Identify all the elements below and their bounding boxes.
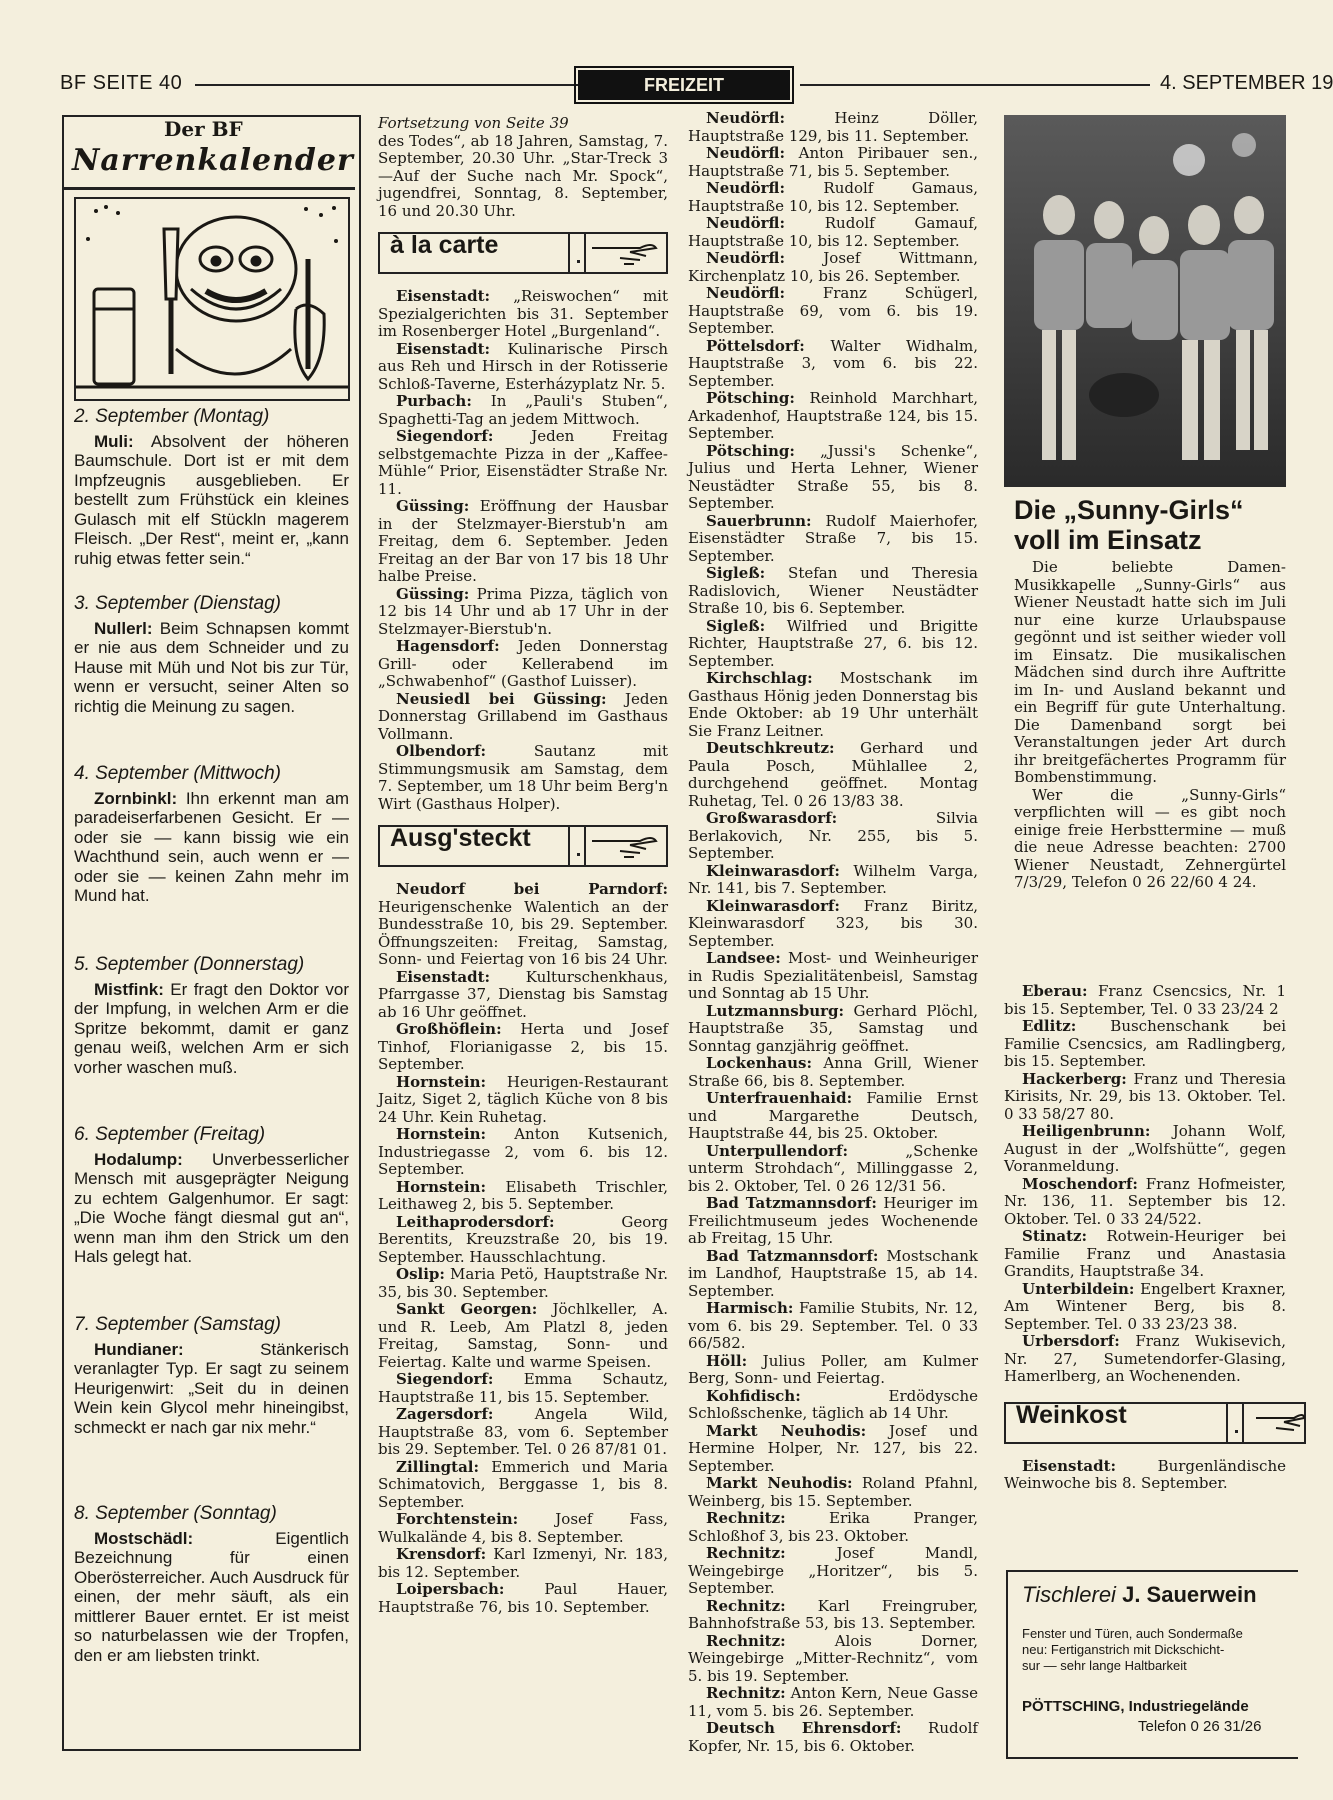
diary-day: 8. September (Sonntag) — [74, 1503, 277, 1524]
diary-day: 7. September (Samstag) — [74, 1314, 281, 1335]
diary-day: 5. September (Donnerstag) — [74, 954, 305, 975]
listing-text: Wilhelm Varga, Nr. 141, bis 7. September. — [688, 861, 978, 897]
listing-place: Pötsching: — [706, 389, 795, 407]
listing-entry — [688, 215, 978, 250]
diary-entry-3 — [74, 764, 349, 906]
listing-place: Neudörfl: — [706, 249, 785, 267]
listing-text: Heurigen-Restaurant Jaitz, Siget 2, täglich Küche von 8 bis 24 Uhr. Kein Ruhetag. — [378, 1072, 668, 1126]
listing-place: Siegendorf: — [396, 427, 494, 445]
pointing-hand-icon — [590, 831, 660, 861]
listing-place: Rechnitz: — [706, 1684, 786, 1702]
listing-entry — [688, 285, 978, 338]
diary-name: Nullerl: — [94, 618, 153, 638]
listing-place: Neudörfl: — [706, 109, 785, 127]
listing-entry — [688, 1423, 978, 1476]
listing-text: Anton Kern, Neue Gasse 11, vom 5. bis 26. September. — [688, 1684, 978, 1720]
diary-entry-6 — [74, 1315, 349, 1437]
heading-divider — [568, 827, 586, 865]
listing-text: Heurigenschenke Walentich an der Bundesstraße 10, bis 29. September. Öffnungszeiten: Freitag, Samstag, Sonn- und Feiertag von 16 bis 24 Uhr. — [378, 897, 668, 968]
ad-description — [1022, 1626, 1243, 1674]
listing-place: Kohfidisch: — [706, 1386, 801, 1405]
heading-divider — [568, 234, 586, 272]
listing-entry — [378, 1214, 668, 1267]
listing-entry — [378, 1179, 668, 1214]
ad-line-2: neu: Fertiganstrich mit Dickschicht- — [1022, 1642, 1225, 1657]
listing-entry — [688, 110, 978, 145]
diary-entry-4 — [74, 955, 349, 1077]
listing-entry — [378, 1581, 668, 1616]
listing-text: Rudolf Maierhofer, Eisenstädter Straße 7, bis 15. September. — [688, 511, 978, 565]
listing-text: Franz Schügerl, Hauptstraße 69, vom 6. bis 19. September. — [688, 284, 978, 337]
ad-phone: Telefon 0 26 31/26 — [1138, 1718, 1262, 1735]
listing-entry — [688, 1055, 978, 1090]
cartoon-illustration — [74, 197, 350, 401]
listing-entry — [688, 513, 978, 566]
listing-text: Mostschank im Gasthaus Hönig jeden Donnerstag bis Ende Oktober: ab 19 Uhr unterhält Sie Franz Leitner. — [688, 669, 978, 740]
alacarte-title: à la carte — [390, 231, 499, 259]
diary-day: 4. September (Mittwoch) — [74, 763, 281, 784]
listing-text: Heuriger im Freilichtmuseum jedes Wochenende ab Freitag, 15 Uhr. — [688, 1194, 978, 1247]
header-rule-left — [195, 84, 640, 86]
listing-entry — [378, 498, 668, 586]
listing-text: Anna Grill, Wiener Straße 66, bis 8. September. — [688, 1054, 978, 1090]
ad-line-3: sur — sehr lange Haltbarkeit — [1022, 1658, 1187, 1673]
listing-place: Lutzmannsburg: — [706, 1001, 845, 1020]
listing-place: Krensdorf: — [396, 1545, 487, 1563]
listing-place: Eisenstadt: — [396, 339, 491, 358]
intro-text: des Todes“, ab 18 Jahren, Samstag, 7. September, 20.30 Uhr. „Star-Treck 3 —Auf der Suche nach Mr. Spock“, jugendfrei, Sonntag, 8. September, 16 und 20.30 Uhr. — [378, 131, 668, 220]
diary-text: Ihn erkennt man am paradeiserfarbenen Gesicht. Er — oder sie — kann bissig wie ein Wachthund sein, auch wenn er — oder sie — keinen Zahn mehr im Mund hat. — [74, 788, 349, 905]
listing-entry — [378, 428, 668, 498]
listing-text: Familie Ernst und Margarethe Deutsch, Hauptstraße 44, bis 25. Oktober. — [688, 1089, 978, 1142]
article-paragraph-1: Die beliebte Damen-Musikkapelle „Sunny-Girls“ aus Wiener Neustadt hatte sich im Juli nur eine kurze Urlaubspause gegönnt und ist seither wieder voll im Einsatz. Die musikalischen Mädchen sind durch ihre Auftritte im In- und Ausland bekannt und ein Begriff für gute Unterhaltung. Die Damenband sorgt bei Veranstaltungen jeder Art durch ihr breitgefächertes Programm für Bombenstimmung. — [1014, 558, 1286, 786]
sunny-girls-article — [1004, 495, 1286, 892]
listing-text: Karl Freingruber, Bahnhofstraße 53, bis 13. September. — [688, 1596, 978, 1632]
listing-place: Moschendorf: — [1022, 1174, 1138, 1193]
listing-entry — [1004, 1281, 1286, 1334]
pointing-hand-icon — [1254, 1408, 1304, 1438]
listing-entry — [1004, 1071, 1286, 1124]
listing-place: Deutschkreutz: — [706, 739, 835, 757]
listing-text: Stefan und Theresia Radislovich, Wiener Neustädter Straße 10, bis 6. September. — [688, 564, 978, 617]
listing-place: Neusiedl bei Güssing: — [396, 689, 607, 708]
listing-entry — [688, 740, 978, 810]
listing-place: Höll: — [706, 1351, 748, 1370]
listing-place: Großhöflein: — [396, 1020, 502, 1038]
listing-place: Markt Neuhodis: — [706, 1474, 853, 1492]
listing-text: Karl Izmenyi, Nr. 183, bis 12. September. — [378, 1545, 668, 1581]
listing-place: Neudorf bei Parndorf: — [396, 880, 668, 898]
listing-place: Forchtenstein: — [396, 1510, 519, 1528]
listing-text: Franz Csencsics, Nr. 1 bis 15. September, Tel. 0 33 23/24 2 — [1004, 982, 1286, 1018]
listing-entry — [688, 1003, 978, 1056]
listing-place: Kleinwarasdorf: — [706, 861, 840, 880]
listing-text: Paul Hauer, Hauptstraße 76, bis 10. September. — [378, 1580, 668, 1616]
listing-entry — [378, 881, 668, 969]
article-paragraph-2: Wer die „Sunny-Girls“ verpflichten will — es gibt noch einige freie Herbsttermine — muß die neue Adresse beachten: 2700 Wiener Neustadt, Zehnergürtel 7/3/29, Telefon 0 26 22/60 4 24. — [1014, 785, 1286, 891]
listing-place: Eisenstadt: — [1022, 1456, 1117, 1475]
diary-day: 2. September (Montag) — [74, 406, 270, 427]
listing-entry — [378, 393, 668, 428]
ad-company — [1022, 1582, 1257, 1608]
listing-text: Kulinarische Pirsch aus Reh und Hirsch in der Rotisserie Schloß-Taverne, Esterházyplatz Nr. 5. — [378, 339, 668, 393]
ausgsteckt-list — [378, 881, 668, 1616]
page-number: BF SEITE 40 — [60, 72, 183, 94]
listing-entry — [688, 618, 978, 671]
listing-text: Silvia Berlakovich, Nr. 255, bis 5. September. — [688, 809, 978, 862]
narrenkalender-masthead — [64, 117, 355, 190]
diary-text: Beim Schnapsen kommt er nie aus dem Schneider und zu Hause mit Müh und Not bis zur Tür, wenn er versucht, seiner Alten so richtig die Meinung zu sagen. — [74, 618, 349, 716]
listing-text: Franz Wukisevich, Nr. 27, Sumetendorfer-Glasing, Hamerlberg, an Wochenenden. — [1004, 1332, 1286, 1385]
listing-text: Julius Poller, am Kulmer Berg, Sonn- und Feiertag. — [688, 1351, 978, 1387]
alacarte-list — [378, 288, 668, 813]
diary-entry-7 — [74, 1504, 349, 1665]
listing-text: Jeden Donnerstag Grill- oder Kellerabend im „Schwabenhof“ (Gasthof Luisser). — [378, 637, 668, 690]
listing-text: Gerhard Plöchl, Hauptstraße 35, Samstag und Sonntag ganzjährig geöffnet. — [688, 1001, 978, 1055]
listing-place: Siegendorf: — [396, 1370, 494, 1388]
listing-entry — [688, 1388, 978, 1423]
listing-entry — [688, 390, 978, 443]
listing-entry — [688, 863, 978, 898]
diary-day: 6. September (Freitag) — [74, 1124, 266, 1145]
listing-text: „Schenke unterm Strohdach“, Millinggasse 2, bis 2. Oktober, Tel. 0 26 12/31 56. — [688, 1141, 978, 1195]
listing-text: Sautanz mit Stimmungsmusik am Samstag, dem 7. September, um 18 Uhr beim Berg'n Wirt (Gasthaus Holper). — [378, 742, 668, 813]
listing-text: Erdödysche Schloßschenke, täglich ab 14 Uhr. — [688, 1386, 978, 1422]
ausgsteckt-title: Ausg'steckt — [390, 824, 531, 852]
listing-entry — [378, 1301, 668, 1371]
column-3 — [688, 110, 978, 1755]
listing-place: Großwarasdorf: — [706, 809, 838, 827]
listing-entry — [688, 1195, 978, 1248]
listing-entry — [378, 1406, 668, 1459]
narrenkalender-box — [62, 115, 361, 1751]
listing-text: Alois Dorner, Weingebirge „Mitter-Rechnitz“, vom 5. bis 19. September. — [688, 1631, 978, 1685]
listing-entry — [688, 1353, 978, 1388]
diary-name: Zornbinkl: — [94, 788, 178, 808]
listing-text: Most- und Weinheuriger in Rudis Spezialitätenbeisl, Samstag und Sonntag ab 15 Uhr. — [688, 949, 978, 1002]
listing-entry — [378, 1546, 668, 1581]
headline-line-2: voll im Einsatz — [1014, 525, 1202, 555]
listing-entry — [688, 1248, 978, 1301]
column-4-listings — [1004, 983, 1286, 1493]
weinkost-heading — [1004, 1402, 1306, 1444]
listing-entry — [378, 638, 668, 691]
diary-name: Muli: — [94, 431, 134, 451]
listing-entry — [688, 1475, 978, 1510]
diary-text: Er fragt den Doktor vor der Impfung, in welchen Arm er die Spritze bekommt, damit er ganz genau weiß, welchen Arm er sich vorher waschen muß. — [74, 979, 349, 1077]
sunny-girls-headline — [1014, 495, 1286, 555]
diary-entry-1 — [74, 407, 349, 568]
listing-text: Anton Piribauer sen., Hauptstraße 71, bis 5. September. — [688, 144, 978, 180]
listing-text: Buschenschank bei Familie Csencsics, am Radlingberg, bis 15. September. — [1004, 1017, 1286, 1070]
listing-entry — [1004, 1228, 1286, 1281]
listing-text: Emma Schautz, Hauptstraße 11, bis 15. September. — [378, 1370, 668, 1406]
listing-text: Heinz Döller, Hauptstraße 129, bis 11. September. — [688, 109, 978, 145]
diary-text: Stänkerisch veranlagter Typ. Er sagt zu seinem Heurigenwirt: „Seit du in deinen Wein kein Glycol mehr hineingibst, schmeckt er nach gar nix mehr.“ — [74, 1339, 349, 1437]
listing-place: Hornstein: — [396, 1125, 487, 1143]
listing-text: Familie Stubits, Nr. 12, vom 6. bis 29. September. Tel. 0 33 66/582. — [688, 1299, 978, 1352]
listing-place: Neudörfl: — [706, 179, 785, 197]
listing-text: Rudolf Kopfer, Nr. 15, bis 6. Oktober. — [688, 1719, 978, 1755]
listing-entry — [378, 341, 668, 394]
listing-place: Purbach: — [396, 392, 472, 410]
listing-text: Rudolf Gamaus, Hauptstraße 10, bis 12. September. — [688, 179, 978, 215]
listing-place: Unterbildein: — [1022, 1279, 1135, 1298]
listing-text: Rotwein-Heuriger bei Familie Franz und Anastasia Grandits, Hauptstraße 34. — [1004, 1227, 1286, 1280]
listing-entry — [378, 1459, 668, 1512]
listing-place: Unterfrauenhaid: — [706, 1089, 853, 1107]
listing-place: Stinatz: — [1022, 1227, 1088, 1245]
heurigen-list-south — [1004, 983, 1286, 1386]
ausgsteckt-heading — [378, 825, 668, 867]
listing-text: Franz Hofmeister, Nr. 136, 11. September bis 12. Oktober. Tel. 0 33 24/522. — [1004, 1174, 1286, 1228]
diary-name: Mostschädl: — [94, 1528, 194, 1548]
listing-place: Rechnitz: — [706, 1596, 786, 1615]
listing-text: Wilfried und Brigitte Richter, Hauptstraße 27, 6. bis 12. September. — [688, 616, 978, 670]
listing-entry — [688, 338, 978, 391]
listing-entry — [688, 1300, 978, 1353]
listing-entry — [378, 969, 668, 1022]
diary-name: Mistfink: — [94, 979, 164, 999]
listing-text: Josef und Hermine Holper, Nr. 127, bis 22. September. — [688, 1421, 978, 1475]
page-header — [60, 70, 1333, 100]
listing-entry — [688, 1598, 978, 1633]
listing-place: Kleinwarasdorf: — [706, 896, 840, 915]
listing-entry — [1004, 1333, 1286, 1386]
listing-place: Eisenstadt: — [396, 287, 491, 305]
diary-name: Hodalump: — [94, 1149, 183, 1169]
listing-text: Rudolf Gamauf, Hauptstraße 10, bis 12. September. — [688, 214, 978, 250]
listing-text: Eröffnung der Hausbar in der Stelzmayer-Bierstub'n am Freitag, dem 6. September. Jeden Freitag an der Bar von 17 bis 18 Uhr halbe Preise. — [378, 497, 668, 585]
continued-note: Fortsetzung von Seite 39 — [378, 114, 569, 132]
listing-place: Heiligenbrunn: — [1022, 1122, 1151, 1140]
listing-place: Bad Tatzmannsdorf: — [706, 1246, 879, 1265]
heading-dot — [577, 853, 580, 856]
heading-divider — [1226, 1404, 1244, 1442]
listing-text: Johann Wolf, August in der „Wolfshütte“, gegen Voranmeldung. — [1004, 1122, 1286, 1175]
listing-entry — [688, 1510, 978, 1545]
listing-place: Sigleß: — [706, 616, 766, 635]
listing-entry — [688, 443, 978, 513]
listing-place: Lockenhaus: — [706, 1054, 813, 1072]
ad-name-bold: J. Sauerwein — [1122, 1582, 1257, 1607]
listing-text: Georg Berentits, Kreuzstraße 20, bis 19. September. Hausschlachtung. — [378, 1212, 668, 1266]
issue-date: 4. SEPTEMBER 19 — [1160, 72, 1333, 94]
listing-text: Gerhard und Paula Posch, Mühlallee 2, durchgehend geöffnet. Montag Ruhetag, Tel. 0 26 13/83 38. — [688, 739, 978, 810]
listing-place: Hornstein: — [396, 1072, 487, 1091]
listing-place: Hagensdorf: — [396, 637, 500, 655]
weinkost-list — [1004, 1458, 1286, 1493]
masthead-title: Narrenkalender — [72, 143, 354, 178]
listing-entry — [688, 1143, 978, 1196]
listing-place: Harmisch: — [706, 1299, 794, 1317]
listing-text: Emmerich und Maria Schimatovich, Berggasse 1, bis 8. September. — [378, 1457, 668, 1511]
listing-entry — [688, 670, 978, 740]
listing-entry — [1004, 1176, 1286, 1229]
listing-text: „Reiswochen“ mit Spezialgerichten bis 31. September im Rosenberger Hotel „Burgenland“. — [378, 287, 668, 340]
listing-place: Sauerbrunn: — [706, 511, 812, 530]
listing-place: Markt Neuhodis: — [706, 1421, 867, 1440]
listing-entry — [688, 1685, 978, 1720]
listing-text: Jeden Donnerstag Grillabend im Gasthaus Vollmann. — [378, 689, 668, 743]
listing-place: Bad Tatzmannsdorf: — [706, 1194, 877, 1212]
listing-place: Neudörfl: — [706, 214, 785, 232]
listing-place: Neudörfl: — [706, 144, 785, 162]
heading-dot — [1235, 1430, 1238, 1433]
listing-place: Eisenstadt: — [396, 967, 491, 986]
listing-entry — [688, 180, 978, 215]
listing-entry — [688, 1545, 978, 1598]
listing-text: Reinhold Marchhart, Arkadenhof, Hauptstraße 124, bis 15. September. — [688, 389, 978, 442]
listing-entry — [378, 288, 668, 341]
listing-entry — [378, 586, 668, 639]
listing-text: Engelbert Kraxner, Am Wintener Berg, bis 8. September. Tel. 0 33 23/23 38. — [1004, 1279, 1286, 1333]
section-label: FREIZEIT — [578, 70, 790, 100]
listing-place: Neudörfl: — [706, 284, 785, 302]
listing-place: Güssing: — [396, 584, 470, 603]
sunny-girls-photo — [1004, 115, 1286, 487]
listing-place: Rechnitz: — [706, 1631, 786, 1650]
ad-location: PÖTTSCHING, Industriegelände — [1022, 1698, 1249, 1715]
diary-text: Eigentlich Bezeichnung für einen Oberösterreicher. Auch Ausdruck für einen, der mehr säuft, als ein mittlerer Bauer erntet. Er ist meist so naturbelassen wie der Tropfen, den er am liebsten trinkt. — [74, 1528, 349, 1665]
listing-entry — [688, 1633, 978, 1686]
listing-entry — [1004, 1018, 1286, 1071]
listing-place: Rechnitz: — [706, 1544, 786, 1562]
alacarte-heading — [378, 232, 668, 274]
listing-place: Sigleß: — [706, 564, 766, 582]
listing-text: Erika Pranger, Schloßhof 3, bis 23. Oktober. — [688, 1509, 978, 1545]
pointing-hand-icon — [590, 238, 660, 268]
listing-place: Sankt Georgen: — [396, 1300, 538, 1318]
listing-text: Mostschank im Landhof, Hauptstraße 15, ab 14. September. — [688, 1246, 978, 1300]
header-rule-right — [800, 84, 1150, 86]
weinkost-title: Weinkost — [1016, 1400, 1127, 1429]
listing-entry — [1004, 983, 1286, 1018]
listing-place: Hornstein: — [396, 1177, 487, 1196]
listing-text: In „Pauli's Stuben“, Spaghetti-Tag an jedem Mittwoch. — [378, 392, 668, 428]
listing-text: Kulturschenkhaus, Pfarrgasse 37, Dienstag bis Samstag ab 16 Uhr geöffnet. — [378, 967, 668, 1021]
column-2 — [378, 115, 668, 1616]
listing-text: Josef Wittmann, Kirchenplatz 10, bis 26. September. — [688, 249, 978, 285]
diary-text: Absolvent der höheren Baumschule. Dort ist er mit dem Impfzeugnis ausgeblieben. Er bestellt zum Frühstück ein kleines Gulasch mit elf Stückln magerem Fleisch. „Der Rest“, meint er, „kann ruhig etwas fetter sein.“ — [74, 431, 349, 568]
diary-name: Hundianer: — [94, 1339, 184, 1359]
diary-text: Unverbesserlicher Mensch mit ausgeprägter Neigung zu echtem Galgenhumor. Er sagt: „Die Woche fängt diesmal gut an“, wenn man ihm den Strick um den Hals gelegt hat. — [74, 1149, 349, 1266]
listing-place: Loipersbach: — [396, 1580, 505, 1598]
listing-text: Walter Widhalm, Hauptstraße 3, vom 6. bis 22. September. — [688, 336, 978, 390]
listing-place: Urbersdorf: — [1022, 1332, 1120, 1350]
listing-text: Josef Mandl, Weingebirge „Horitzer“, bis 5. September. — [688, 1544, 978, 1597]
listing-place: Unterpullendorf: — [706, 1141, 848, 1160]
listing-place: Hackerberg: — [1022, 1069, 1127, 1088]
heading-dot — [577, 260, 580, 263]
listing-text: Angela Wild, Hauptstraße 83, vom 6. September bis 29. September. Tel. 0 26 87/81 01. — [378, 1405, 668, 1458]
listing-text: Maria Petö, Hauptstraße Nr. 35, bis 30. September. — [378, 1265, 668, 1301]
listing-entry — [688, 565, 978, 618]
listing-text: Josef Fass, Wulkalände 4, bis 8. September. — [378, 1510, 668, 1546]
listing-place: Pötsching: — [706, 441, 795, 460]
listing-place: Kirchschlag: — [706, 669, 813, 687]
listing-entry — [378, 1074, 668, 1127]
listing-entry — [688, 1090, 978, 1143]
listing-entry — [688, 950, 978, 1003]
listing-entry — [688, 145, 978, 180]
listing-text: Prima Pizza, täglich von 12 bis 14 Uhr und ab 17 Uhr in der Stelzmayer-Bierstub'n. — [378, 584, 668, 638]
listing-place: Rechnitz: — [706, 1509, 786, 1527]
listing-entry — [688, 898, 978, 951]
listing-text: Franz und Theresia Kirisits, Nr. 29, bis 13. Oktober. Tel. 0 33 58/27 80. — [1004, 1069, 1286, 1123]
listing-place: Oslip: — [396, 1265, 445, 1283]
heurigen-list — [688, 110, 978, 1755]
listing-place: Deutsch Ehrensdorf: — [706, 1719, 902, 1737]
ad-line-1: Fenster und Türen, auch Sondermaße — [1022, 1626, 1243, 1641]
listing-place: Güssing: — [396, 497, 470, 515]
listing-place: Olbendorf: — [396, 742, 487, 760]
listing-entry — [688, 1720, 978, 1755]
listing-entry — [378, 1371, 668, 1406]
listing-place: Edlitz: — [1022, 1017, 1077, 1035]
listing-entry — [688, 250, 978, 285]
tischlerei-advertisement — [1006, 1570, 1298, 1759]
listing-entry — [378, 1021, 668, 1074]
headline-line-1: Die „Sunny-Girls“ — [1014, 495, 1244, 525]
listing-text: Jöchlkeller, A. und R. Leeb, Am Platzl 8, jeden Freitag, Samstag, Sonn- und Feiertag. Kalte und warme Speisen. — [378, 1300, 668, 1371]
listing-place: Zillingtal: — [396, 1457, 480, 1476]
diary-day: 3. September (Dienstag) — [74, 593, 281, 614]
listing-text: Elisabeth Trischler, Leithaweg 2, bis 5. September. — [378, 1177, 668, 1213]
masthead-top: Der BF — [164, 117, 243, 141]
ad-name-italic: Tischlerei — [1022, 1582, 1116, 1607]
listing-entry — [378, 691, 668, 744]
diary-entry-2 — [74, 594, 349, 716]
listing-place: Eberau: — [1022, 982, 1088, 1000]
listing-entry — [1004, 1458, 1286, 1493]
listing-text: Burgenländische Weinwoche bis 8. September. — [1004, 1456, 1286, 1492]
listing-text: Jeden Freitag selbstgemachte Pizza in der „Kaffee-Mühle“ Prior, Eisenstädter Straße Nr. 11. — [378, 427, 668, 498]
listing-place: Pöttelsdorf: — [706, 336, 805, 355]
listing-text: Anton Kutsenich, Industriegasse 2, vom 6. bis 12. September. — [378, 1125, 668, 1178]
listing-text: Franz Biritz, Kleinwarasdorf 323, bis 30. September. — [688, 896, 978, 950]
listing-place: Zagersdorf: — [396, 1405, 494, 1423]
listing-text: Herta und Josef Tinhof, Florianigasse 2, bis 15. September. — [378, 1020, 668, 1073]
listing-entry — [378, 1266, 668, 1301]
listing-entry — [1004, 1123, 1286, 1176]
listing-entry — [378, 743, 668, 813]
listing-text: Roland Pfahnl, Weinberg, bis 15. September. — [688, 1474, 978, 1510]
diary-entry-5 — [74, 1125, 349, 1267]
listing-entry — [378, 1511, 668, 1546]
listing-place: Leithaprodersdorf: — [396, 1212, 555, 1231]
listing-text: „Jussi's Schenke“, Julius und Herta Lehner, Wiener Neustädter Straße 55, bis 8. September. — [688, 441, 978, 512]
listing-place: Landsee: — [706, 949, 781, 967]
listing-entry — [688, 810, 978, 863]
listing-entry — [378, 1126, 668, 1179]
